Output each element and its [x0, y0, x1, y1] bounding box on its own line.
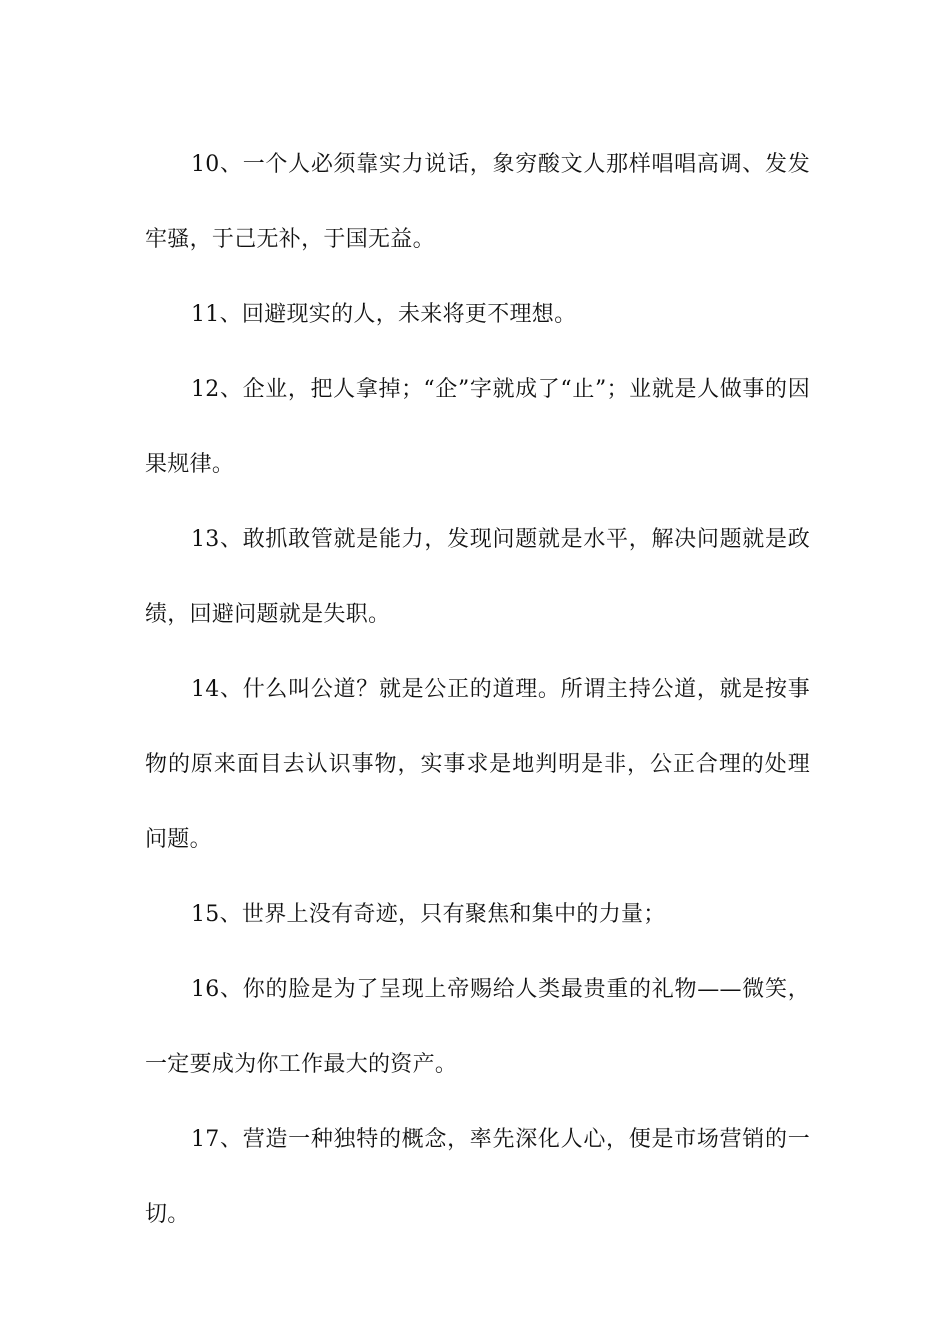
paragraph-16: 16、你的脸是为了呈现上帝赐给人类最贵重的礼物——微笑，一定要成为你工作最大的资产。 — [145, 977, 810, 1077]
paragraph-14: 14、什么叫公道？就是公正的道理。所谓主持公道，就是按事物的原来面目去认识事物，实事求是地判明是非，公正合理的处理问题。 — [145, 677, 810, 852]
document-body — [145, 127, 825, 1252]
paragraph-11: 11、回避现实的人，未来将更不理想。 — [191, 302, 577, 327]
paragraph-12: 12、企业，把人拿掉；“企”字就成了“止”；业就是人做事的因果规律。 — [145, 377, 810, 477]
paragraph-17: 17、营造一种独特的概念，率先深化人心，便是市场营销的一切。 — [145, 1127, 810, 1227]
paragraph-13: 13、敢抓敢管就是能力，发现问题就是水平，解决问题就是政绩，回避问题就是失职。 — [145, 527, 810, 627]
paragraph-10: 10、一个人必须靠实力说话，象穷酸文人那样唱唱高调、发发 牢骚，于己无补，于国无益。 — [145, 152, 825, 252]
paragraph-15: 15、世界上没有奇迹，只有聚焦和集中的力量； — [191, 902, 666, 927]
